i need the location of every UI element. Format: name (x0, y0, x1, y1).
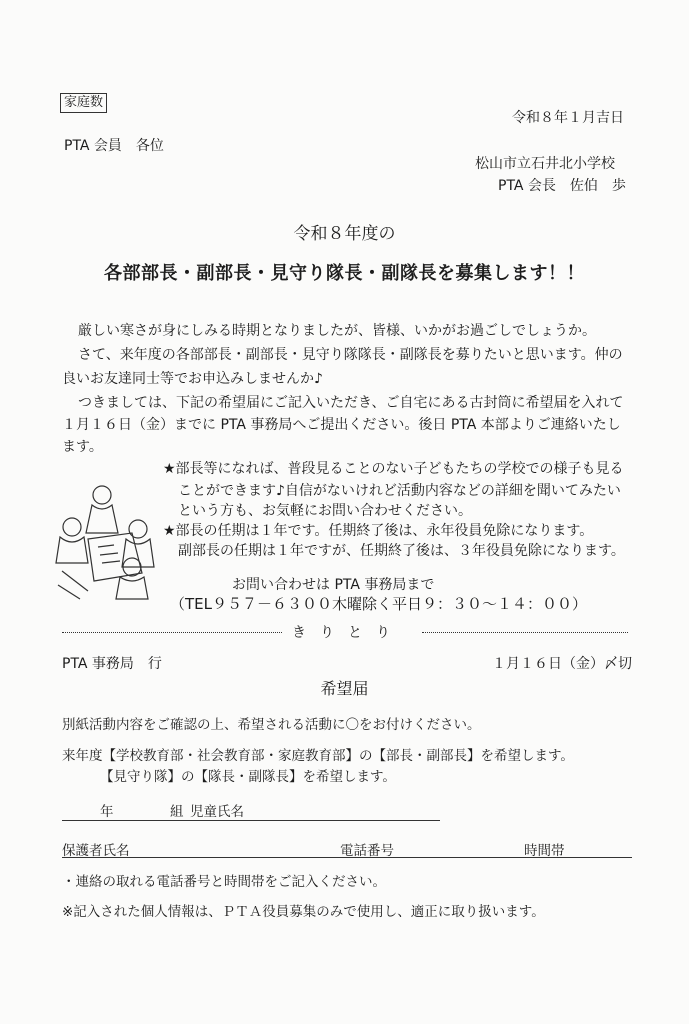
note-line: ★部長の任期は１年です。任期終了後は、永年役員免除になります。 (163, 523, 594, 539)
form-note-1: ・連絡の取れる電話番号と時間帯をご記入ください。 (62, 874, 386, 890)
note-line: ことができます♪自信がないけれど活動内容などの詳細を聞いてみたい (178, 483, 621, 499)
issue-date: 令和８年１月吉日 (512, 110, 624, 126)
guardian-name-label: 保護者氏名 (62, 843, 130, 859)
form-instruction: 別紙活動内容をご確認の上、希望される活動に〇をお付けください。 (62, 717, 481, 733)
title-line-2: 各部部長・副部長・見守り隊長・副隊長を募集します！！ (104, 263, 585, 284)
sender-school: 松山市立石井北小学校 (475, 156, 615, 172)
cut-label: き り と り (292, 625, 390, 641)
household-count-stamp: 家庭数 (60, 93, 107, 113)
sender-president: PTA 会長 佐伯 歩 (498, 178, 626, 194)
contact-line-2: （TEL９５７－６３００木曜除く平日９：３０～１４：００） (170, 595, 587, 613)
contact-line-1: お問い合わせは PTA 事務局まで (232, 577, 435, 593)
form-addressee: PTA 事務局 行 (62, 656, 162, 672)
meeting-illustration (52, 475, 164, 603)
body-line: つきましては、下記の希望届にご記入いただき、ご自宅にある古封筒に希望届を入れて (78, 395, 624, 411)
note-line: 副部長の任期は１年ですが、任期終了後は、３年役員免除になります。 (178, 543, 625, 559)
body-line: １月１６日（金）までに PTA 事務局へご提出ください。後日 PTA 本部よりご連絡いたし (62, 417, 621, 433)
note-line: という方も、お気軽にお問い合わせください。 (178, 503, 472, 519)
student-year-label: 年 (100, 804, 114, 820)
form-choice-watch-team[interactable]: 【見守り隊】の【隊長・副隊長】を希望します。 (100, 769, 396, 785)
body-line: さて、来年度の各部部長・副部長・見守り隊隊長・副隊長を募りたいと思います。仲の (78, 347, 623, 363)
cut-line (62, 622, 628, 641)
guardian-field[interactable] (62, 840, 632, 858)
form-deadline: １月１６日（金）〆切 (492, 656, 632, 672)
addressee: PTA 会員 各位 (64, 138, 164, 154)
form-choice-departments[interactable]: 来年度【学校教育部・社会教育部・家庭教育部】の【部長・副部長】を希望します。 (62, 748, 574, 764)
student-name-label: 児童氏名 (190, 804, 244, 820)
student-field[interactable] (62, 800, 440, 821)
cut-dots-right (422, 632, 628, 633)
phone-label: 電話番号 (340, 843, 394, 859)
body-line: 厳しい寒さが身にしみる時期となりましたが、皆様、いかがお過ごしでしょうか。 (78, 323, 596, 339)
title-line-1: 令和８年度の (293, 224, 396, 244)
body-line: ます。 (62, 439, 103, 455)
note-line: ★部長等になれば、普段見ることのない子どもたちの学校での様子も見る (163, 461, 624, 477)
form-note-2: ※記入された個人情報は、ＰＴＡ役員募集のみで使用し、適正に取り扱います。 (62, 904, 545, 920)
cut-dots-left (62, 632, 282, 633)
time-label: 時間帯 (524, 843, 565, 859)
form-title: 希望届 (320, 679, 369, 698)
student-class-label: 組 (170, 804, 184, 820)
body-line: 良いお友達同士等でお申込みしませんか♪ (62, 371, 323, 387)
